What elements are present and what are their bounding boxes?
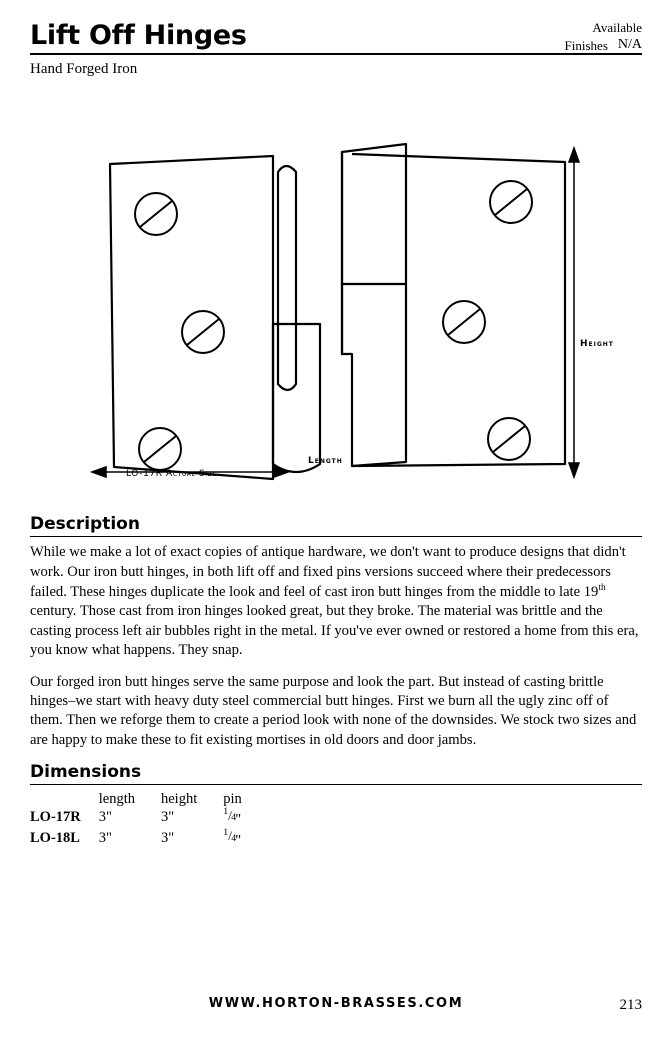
height-arrow-top <box>569 148 579 162</box>
description-divider <box>30 536 642 537</box>
column-model <box>30 791 99 809</box>
pin-fraction <box>223 826 237 845</box>
available-finishes <box>492 20 642 54</box>
pin-numerator: 1 <box>223 806 229 818</box>
cell-pin <box>223 826 268 851</box>
description-heading: Description <box>30 514 140 535</box>
description-paragraph-2: Our forged iron butt hinges serve the same purpose and look the part. But instead of casting brittle hinges–we start with heavy duty steel commercial butt hinges. First we burn all the ugly zinc off of them. Then we reforge them to create a period look with none of the downsides. We stock two sizes and are happy to make these to fit existing mortises in old doors and door jambs. <box>30 673 637 748</box>
pin-denominator: 4 <box>231 812 237 824</box>
cell-model: LO-18L <box>30 829 80 846</box>
column-pin: pin <box>223 791 242 808</box>
height-label: Height <box>580 339 614 350</box>
pin-fraction <box>223 806 237 824</box>
hinge-right-leaf-step <box>342 154 406 284</box>
length-arrow-left <box>92 467 106 477</box>
table-row <box>30 809 268 830</box>
cell-length: 3" <box>98 829 112 846</box>
hinge-right-leaf-lower <box>342 144 406 466</box>
description-paragraph-1-a: While we make a lot of exact copies of antique hardware, we don't want to produce designs that didn't work. Our iron butt hinges, in both lift off and fixed pins versions succeed where their predecessors failed. These hinges duplicate the look and feel of cast iron butt hinges from the middle to late 19 <box>30 544 626 601</box>
fraction-slash-icon: / <box>228 828 232 844</box>
page-footer <box>0 994 672 1012</box>
screw-slot <box>495 189 527 215</box>
screw-slot <box>140 201 172 227</box>
website-url[interactable]: WWW.HORTON-BRASSES.COM <box>208 996 464 1011</box>
available-finishes-label-line1: Available <box>592 20 642 35</box>
height-arrow-bottom <box>569 463 579 477</box>
hinge-illustration <box>30 84 642 484</box>
cell-height: 3" <box>161 809 175 826</box>
description-paragraph-1 <box>30 543 642 660</box>
pin-numerator: 1 <box>223 826 229 838</box>
screw-slot <box>144 436 176 462</box>
available-finishes-value: N/A <box>617 37 642 53</box>
pin-unit: " <box>235 811 242 828</box>
cell-length: 3" <box>98 809 112 826</box>
description-paragraph-1-b: century. Those cast from iron hinges looked great, but they broke. The material was brittle and the casting process left air bubbles right in the metal. If you've ever owned or restored a home from this era, you know what happens. They snap. <box>30 603 639 659</box>
page-title: Lift Off Hinges <box>30 20 247 51</box>
column-length: length <box>98 791 135 808</box>
fraction-slash-icon: / <box>228 807 232 823</box>
screw-slot <box>187 319 219 345</box>
hinge-knuckle-upper <box>278 166 296 390</box>
hinge-left-leaf <box>110 156 273 479</box>
page-subtitle: Hand Forged Iron <box>30 61 138 78</box>
page-number: 213 <box>619 997 642 1013</box>
hinge-right-plate <box>352 154 565 466</box>
actual-size-caption: LO-17R Actual Size <box>126 469 217 480</box>
column-height: height <box>161 791 198 808</box>
dimensions-divider <box>30 784 642 785</box>
pin-denominator: 4 <box>231 832 237 844</box>
description-paragraph-1-superscript: th <box>598 583 606 594</box>
product-drawing <box>30 84 642 514</box>
table-row <box>30 830 268 851</box>
length-label: Length <box>308 456 343 467</box>
screw-slot <box>493 426 525 452</box>
dimensions-heading: Dimensions <box>30 762 142 783</box>
page-header <box>30 0 642 78</box>
screw-slot <box>448 309 480 335</box>
dimensions-section <box>30 762 642 850</box>
description-section <box>30 514 642 750</box>
pin-unit: " <box>235 832 242 849</box>
cell-pin <box>223 806 268 830</box>
dimensions-table <box>30 791 268 850</box>
available-finishes-label-line2: Finishes <box>564 37 608 53</box>
cell-model: LO-17R <box>30 809 81 826</box>
cell-height: 3" <box>161 829 175 846</box>
table-header-row <box>30 791 268 809</box>
